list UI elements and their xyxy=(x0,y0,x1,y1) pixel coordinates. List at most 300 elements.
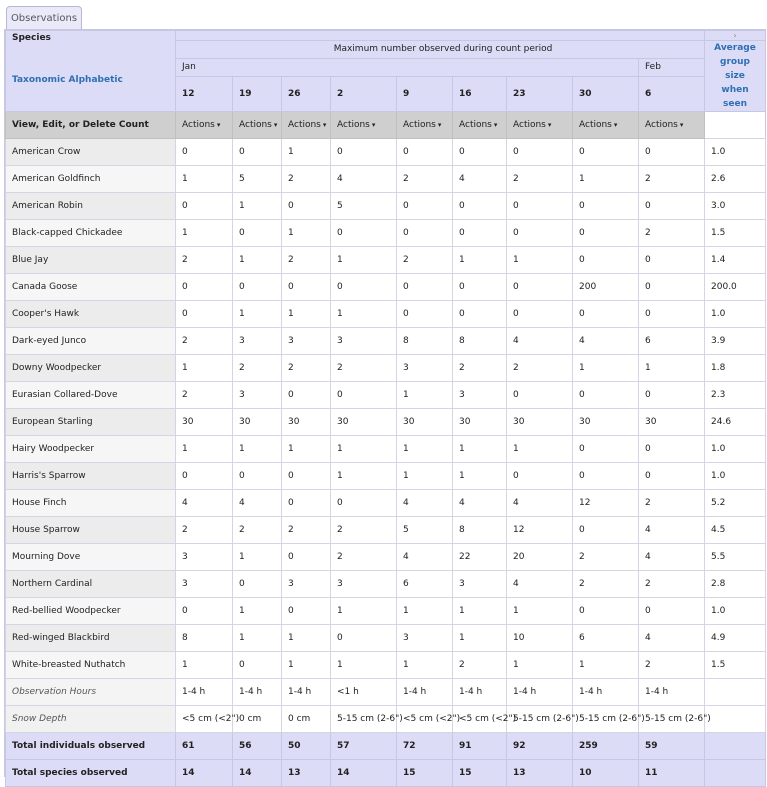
count-cell: 1 xyxy=(176,220,233,247)
count-cell: 0 xyxy=(233,571,282,598)
table-row xyxy=(6,706,766,733)
count-cell: 1 xyxy=(453,247,507,274)
avg-group-size-cell: 1.8 xyxy=(705,355,766,382)
count-cell: 72 xyxy=(397,733,453,760)
count-cell: 3 xyxy=(453,571,507,598)
count-cell: 1-4 h xyxy=(282,679,331,706)
count-cell: 15 xyxy=(453,760,507,787)
caret-down-icon: ▾ xyxy=(547,121,552,129)
table-row xyxy=(6,274,766,301)
avg-group-size-cell: 2.8 xyxy=(705,571,766,598)
day-header: 26 xyxy=(282,76,331,112)
count-cell: 0 xyxy=(397,139,453,166)
species-name: Red-winged Blackbird xyxy=(6,625,176,652)
species-name: European Starling xyxy=(6,409,176,436)
count-cell: 6 xyxy=(573,625,639,652)
count-cell: 1 xyxy=(282,139,331,166)
avg-group-size-cell: 1.0 xyxy=(705,301,766,328)
count-cell: 0 xyxy=(282,490,331,517)
actions-dropdown-button[interactable]: Actions xyxy=(288,120,321,130)
actions-dropdown-button[interactable]: Actions xyxy=(579,120,612,130)
count-cell: 1 xyxy=(176,166,233,193)
count-cell: 0 xyxy=(176,463,233,490)
count-cell: 0 xyxy=(507,463,573,490)
species-name: Blue Jay xyxy=(6,247,176,274)
count-cell: 1 xyxy=(233,301,282,328)
month-header: Feb xyxy=(639,58,705,76)
count-cell: 0 xyxy=(397,274,453,301)
species-name: Eurasian Collared-Dove xyxy=(6,382,176,409)
count-cell: 3 xyxy=(233,328,282,355)
avg-group-size-cell: 1.0 xyxy=(705,463,766,490)
count-cell: 20 xyxy=(507,544,573,571)
count-cell: 1 xyxy=(233,625,282,652)
count-cell: 2 xyxy=(397,247,453,274)
table-row xyxy=(6,679,766,706)
count-cell: 91 xyxy=(453,733,507,760)
count-cell: 2 xyxy=(282,166,331,193)
count-cell: 6 xyxy=(397,571,453,598)
species-name: Northern Cardinal xyxy=(6,571,176,598)
species-name: Total individuals observed xyxy=(6,733,176,760)
count-cell: 0 xyxy=(573,247,639,274)
count-cell: 2 xyxy=(453,652,507,679)
count-cell: 61 xyxy=(176,733,233,760)
count-cell: 1 xyxy=(282,220,331,247)
count-cell: 0 xyxy=(233,652,282,679)
actions-row-label: View, Edit, or Delete Count xyxy=(6,112,176,139)
count-cell: 30 xyxy=(176,409,233,436)
species-name: Canada Goose xyxy=(6,274,176,301)
count-cell: 1 xyxy=(397,652,453,679)
total-row xyxy=(6,733,766,760)
avg-group-size-cell: 3.0 xyxy=(705,193,766,220)
actions-dropdown-button[interactable]: Actions xyxy=(645,120,678,130)
count-cell: 22 xyxy=(453,544,507,571)
tab-bar xyxy=(0,0,767,30)
count-cell: 3 xyxy=(282,571,331,598)
count-cell: <5 cm (<2") xyxy=(176,706,233,733)
observations-panel xyxy=(4,29,766,777)
count-cell: 1 xyxy=(176,355,233,382)
actions-dropdown-button[interactable]: Actions xyxy=(513,120,546,130)
caret-down-icon: ▾ xyxy=(216,121,221,129)
count-cell: 1 xyxy=(639,355,705,382)
count-cell: 1-4 h xyxy=(639,679,705,706)
scroll-right-icon[interactable]: › xyxy=(705,31,766,41)
count-cell: 3 xyxy=(397,355,453,382)
count-cell: 2 xyxy=(331,544,397,571)
count-cell: 57 xyxy=(331,733,397,760)
count-cell: 30 xyxy=(507,409,573,436)
avg-group-size-cell xyxy=(705,733,766,760)
count-cell: 2 xyxy=(639,166,705,193)
count-cell: 1 xyxy=(233,544,282,571)
count-cell: 3 xyxy=(453,382,507,409)
count-cell: 2 xyxy=(233,517,282,544)
count-cell: 30 xyxy=(573,409,639,436)
count-cell: 2 xyxy=(176,328,233,355)
count-cell: 0 xyxy=(507,193,573,220)
species-header xyxy=(6,31,176,112)
count-cell: 0 xyxy=(331,625,397,652)
count-cell: 30 xyxy=(453,409,507,436)
count-cell: 1 xyxy=(453,598,507,625)
count-cell: 2 xyxy=(639,571,705,598)
count-cell: 0 xyxy=(573,139,639,166)
count-cell: 3 xyxy=(176,571,233,598)
avg-group-size-cell: 24.6 xyxy=(705,409,766,436)
count-cell: 0 xyxy=(233,463,282,490)
count-cell: 0 xyxy=(639,301,705,328)
day-header: 16 xyxy=(453,76,507,112)
count-cell: 3 xyxy=(397,625,453,652)
count-cell: 4 xyxy=(639,517,705,544)
count-cell: 2 xyxy=(507,166,573,193)
count-cell: 200 xyxy=(573,274,639,301)
count-cell: 0 xyxy=(176,598,233,625)
table-row xyxy=(6,490,766,517)
species-name: Dark-eyed Junco xyxy=(6,328,176,355)
tab-observations[interactable]: Observations xyxy=(6,6,82,31)
avg-group-size-cell xyxy=(705,679,766,706)
count-cell: 59 xyxy=(639,733,705,760)
day-header: 6 xyxy=(639,76,705,112)
count-cell: 259 xyxy=(573,733,639,760)
table-row xyxy=(6,301,766,328)
count-cell: 1-4 h xyxy=(233,679,282,706)
actions-cell xyxy=(233,112,282,139)
count-cell: 1 xyxy=(233,247,282,274)
count-cell: 1 xyxy=(507,436,573,463)
count-cell: 5 xyxy=(397,517,453,544)
count-cell: 2 xyxy=(176,517,233,544)
avg-group-size-cell: 2.6 xyxy=(705,166,766,193)
table-row xyxy=(6,382,766,409)
count-cell: 8 xyxy=(453,517,507,544)
count-cell: 1 xyxy=(397,598,453,625)
table-row xyxy=(6,571,766,598)
count-cell: 0 xyxy=(573,382,639,409)
count-cell: 2 xyxy=(507,355,573,382)
table-row xyxy=(6,652,766,679)
count-cell: 1 xyxy=(573,166,639,193)
count-cell: 15 xyxy=(397,760,453,787)
avg-group-size-cell xyxy=(705,760,766,787)
caret-down-icon: ▾ xyxy=(493,121,498,129)
count-cell: 4 xyxy=(573,328,639,355)
caret-down-icon: ▾ xyxy=(679,121,684,129)
count-cell: 1 xyxy=(573,355,639,382)
count-cell: 1 xyxy=(331,652,397,679)
actions-cell xyxy=(397,112,453,139)
avg-group-size-cell: 1.5 xyxy=(705,220,766,247)
count-cell: 1 xyxy=(397,463,453,490)
count-cell: 5-15 cm (2-6") xyxy=(507,706,573,733)
count-cell: 0 xyxy=(573,193,639,220)
count-cell: 11 xyxy=(639,760,705,787)
count-cell: 10 xyxy=(507,625,573,652)
species-name: American Goldfinch xyxy=(6,166,176,193)
actions-cell xyxy=(453,112,507,139)
avg-group-size-cell: 1.0 xyxy=(705,598,766,625)
table-row xyxy=(6,193,766,220)
count-cell: 1 xyxy=(573,652,639,679)
species-name: Black-capped Chickadee xyxy=(6,220,176,247)
count-cell: 1 xyxy=(331,301,397,328)
count-cell: 10 xyxy=(573,760,639,787)
count-cell: 12 xyxy=(507,517,573,544)
count-cell: 5 xyxy=(331,193,397,220)
day-header: 12 xyxy=(176,76,233,112)
count-cell: 0 xyxy=(573,598,639,625)
avg-group-size-cell: 1.0 xyxy=(705,436,766,463)
count-cell: 0 xyxy=(639,139,705,166)
count-cell: 1 xyxy=(233,436,282,463)
count-cell: 2 xyxy=(282,355,331,382)
avg-group-size-cell: 4.5 xyxy=(705,517,766,544)
count-cell: 2 xyxy=(176,247,233,274)
count-cell: 0 xyxy=(453,301,507,328)
caret-down-icon: ▾ xyxy=(613,121,618,129)
count-cell: 2 xyxy=(453,355,507,382)
day-header: 23 xyxy=(507,76,573,112)
count-cell: 13 xyxy=(282,760,331,787)
avg-group-size-label: Average group size when seen xyxy=(714,43,756,109)
count-cell: 4 xyxy=(507,490,573,517)
count-cell: 1 xyxy=(282,436,331,463)
count-cell: 6 xyxy=(639,328,705,355)
count-cell: 0 xyxy=(176,139,233,166)
table-row xyxy=(6,355,766,382)
count-cell: 4 xyxy=(639,625,705,652)
count-cell: 1-4 h xyxy=(397,679,453,706)
count-cell: 92 xyxy=(507,733,573,760)
day-header: 9 xyxy=(397,76,453,112)
count-cell: 4 xyxy=(507,571,573,598)
species-name: American Crow xyxy=(6,139,176,166)
count-cell: 0 xyxy=(453,274,507,301)
count-cell: 2 xyxy=(639,220,705,247)
count-cell: 0 xyxy=(397,220,453,247)
count-cell: 1 xyxy=(282,625,331,652)
species-name: White-breasted Nuthatch xyxy=(6,652,176,679)
avg-group-size-cell: 4.9 xyxy=(705,625,766,652)
count-cell: 0 xyxy=(573,463,639,490)
avg-group-size-cell: 1.4 xyxy=(705,247,766,274)
count-cell: 0 xyxy=(507,301,573,328)
count-cell: 1 xyxy=(331,436,397,463)
count-cell: 3 xyxy=(233,382,282,409)
count-cell: 2 xyxy=(282,517,331,544)
count-cell: 50 xyxy=(282,733,331,760)
observations-table xyxy=(5,30,766,787)
actions-dropdown-button[interactable]: Actions xyxy=(403,120,436,130)
count-cell: 0 xyxy=(397,301,453,328)
count-cell: 2 xyxy=(282,247,331,274)
count-cell: 14 xyxy=(176,760,233,787)
actions-dropdown-button[interactable]: Actions xyxy=(337,120,370,130)
count-cell: 13 xyxy=(507,760,573,787)
species-name: Harris's Sparrow xyxy=(6,463,176,490)
count-cell: 2 xyxy=(233,355,282,382)
count-cell: 4 xyxy=(453,490,507,517)
count-cell: 14 xyxy=(331,760,397,787)
avg-group-size-cell: 1.0 xyxy=(705,139,766,166)
actions-dropdown-button[interactable]: Actions xyxy=(239,120,272,130)
count-cell: 4 xyxy=(453,166,507,193)
species-name: House Finch xyxy=(6,490,176,517)
count-cell: 2 xyxy=(331,355,397,382)
count-cell: 4 xyxy=(233,490,282,517)
count-cell: 3 xyxy=(282,328,331,355)
count-cell: 4 xyxy=(397,544,453,571)
count-cell: 0 xyxy=(453,139,507,166)
species-name: Observation Hours xyxy=(6,679,176,706)
count-cell: <5 cm (<2") xyxy=(453,706,507,733)
count-cell: 1-4 h xyxy=(573,679,639,706)
total-row xyxy=(6,760,766,787)
count-cell: 1 xyxy=(507,247,573,274)
count-cell: 0 xyxy=(639,598,705,625)
count-cell: 1-4 h xyxy=(507,679,573,706)
table-row xyxy=(6,517,766,544)
count-cell: 8 xyxy=(176,625,233,652)
count-cell: 1 xyxy=(331,598,397,625)
horizontal-scrollbar[interactable] xyxy=(176,31,705,41)
count-cell: 2 xyxy=(573,571,639,598)
species-name: Cooper's Hawk xyxy=(6,301,176,328)
count-cell: 2 xyxy=(639,490,705,517)
count-cell: 0 xyxy=(453,193,507,220)
count-cell: 0 xyxy=(176,301,233,328)
table-row xyxy=(6,544,766,571)
count-cell: 5-15 cm (2-6") xyxy=(639,706,705,733)
count-cell: 0 xyxy=(233,220,282,247)
count-cell: 2 xyxy=(176,382,233,409)
species-name: Hairy Woodpecker xyxy=(6,436,176,463)
count-cell: 0 xyxy=(331,274,397,301)
count-cell: 1 xyxy=(331,463,397,490)
count-cell: 4 xyxy=(331,166,397,193)
count-cell: 0 xyxy=(282,382,331,409)
count-cell: 2 xyxy=(397,166,453,193)
count-cell: 0 xyxy=(639,436,705,463)
caret-down-icon: ▾ xyxy=(371,121,376,129)
count-cell: 1-4 h xyxy=(176,679,233,706)
actions-dropdown-button[interactable]: Actions xyxy=(459,120,492,130)
caret-down-icon: ▾ xyxy=(273,121,278,129)
count-cell: 56 xyxy=(233,733,282,760)
count-cell: 0 xyxy=(331,490,397,517)
count-cell: 1 xyxy=(176,652,233,679)
count-cell: 1 xyxy=(331,247,397,274)
count-cell: 0 xyxy=(331,220,397,247)
count-cell: 0 cm xyxy=(282,706,331,733)
actions-cell xyxy=(331,112,397,139)
count-cell: 5-15 cm (2-6") xyxy=(331,706,397,733)
count-cell: 0 xyxy=(639,274,705,301)
count-cell: 1 xyxy=(453,463,507,490)
day-header: 2 xyxy=(331,76,397,112)
count-cell: 0 xyxy=(282,193,331,220)
table-row xyxy=(6,463,766,490)
count-cell: <1 h xyxy=(331,679,397,706)
count-cell: 14 xyxy=(233,760,282,787)
count-cell: 8 xyxy=(397,328,453,355)
table-row xyxy=(6,166,766,193)
table-row xyxy=(6,409,766,436)
table-row xyxy=(6,436,766,463)
count-cell: 0 xyxy=(639,247,705,274)
species-label: Species xyxy=(12,33,51,43)
count-cell: 1 xyxy=(176,436,233,463)
count-cell: 0 xyxy=(453,220,507,247)
count-cell: 3 xyxy=(331,571,397,598)
avg-group-size-cell: 5.2 xyxy=(705,490,766,517)
count-cell: 4 xyxy=(507,328,573,355)
species-name: Snow Depth xyxy=(6,706,176,733)
count-cell: 1 xyxy=(507,652,573,679)
actions-cell xyxy=(282,112,331,139)
count-cell: 1 xyxy=(397,382,453,409)
actions-cell xyxy=(507,112,573,139)
count-cell: 1 xyxy=(233,598,282,625)
count-cell: 3 xyxy=(176,544,233,571)
count-cell: 0 xyxy=(331,139,397,166)
max-observed-header: Maximum number observed during count period xyxy=(176,41,705,59)
count-cell: 1 xyxy=(282,301,331,328)
table-row xyxy=(6,220,766,247)
avg-group-size-cell: 1.5 xyxy=(705,652,766,679)
actions-cell xyxy=(176,112,233,139)
count-cell: 0 cm xyxy=(233,706,282,733)
count-cell: 0 xyxy=(282,463,331,490)
caret-down-icon: ▾ xyxy=(322,121,327,129)
count-cell: 4 xyxy=(397,490,453,517)
count-cell: 0 xyxy=(573,517,639,544)
count-cell: 5 xyxy=(233,166,282,193)
count-cell: 8 xyxy=(453,328,507,355)
count-cell: 0 xyxy=(639,193,705,220)
count-cell: 0 xyxy=(331,382,397,409)
count-cell: 3 xyxy=(331,328,397,355)
count-cell: 0 xyxy=(233,274,282,301)
avg-group-size-cell: 2.3 xyxy=(705,382,766,409)
count-cell: 2 xyxy=(331,517,397,544)
count-cell: 0 xyxy=(282,544,331,571)
count-cell: 4 xyxy=(639,544,705,571)
count-cell: 30 xyxy=(397,409,453,436)
count-cell: 0 xyxy=(233,139,282,166)
count-cell: 1 xyxy=(282,652,331,679)
avg-group-size-cell: 200.0 xyxy=(705,274,766,301)
avg-group-size-header xyxy=(705,41,766,112)
count-cell: 12 xyxy=(573,490,639,517)
day-header: 30 xyxy=(573,76,639,112)
table-row xyxy=(6,328,766,355)
actions-dropdown-button[interactable]: Actions xyxy=(182,120,215,130)
count-cell: 30 xyxy=(331,409,397,436)
count-cell: 0 xyxy=(176,193,233,220)
count-cell: 0 xyxy=(507,382,573,409)
actions-cell xyxy=(573,112,639,139)
taxonomic-alphabetic-link[interactable]: Taxonomic Alphabetic xyxy=(12,75,123,85)
species-name: Downy Woodpecker xyxy=(6,355,176,382)
count-cell: 0 xyxy=(573,220,639,247)
count-cell: 0 xyxy=(573,301,639,328)
count-cell: 0 xyxy=(507,220,573,247)
